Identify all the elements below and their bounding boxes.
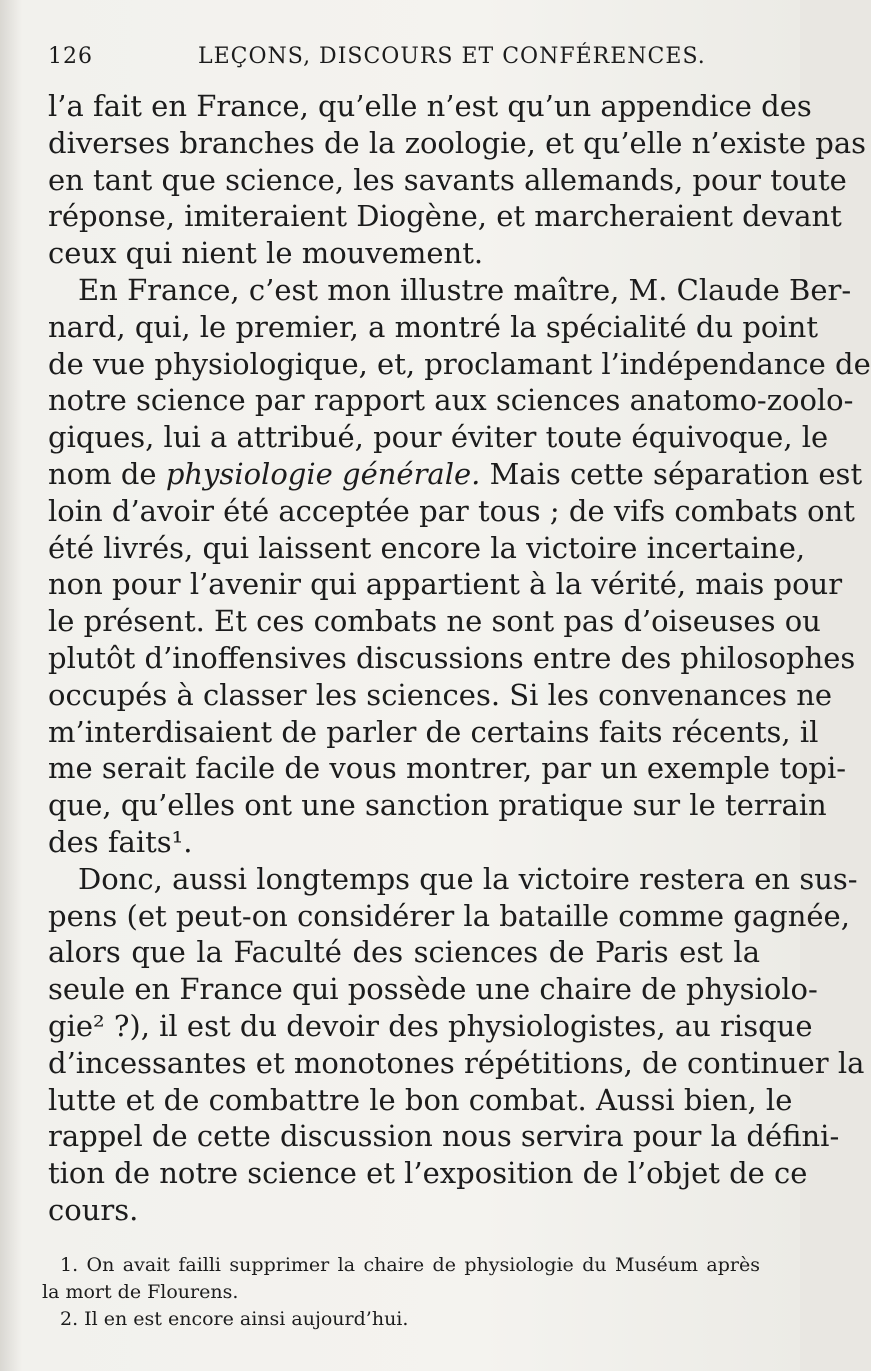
text-line: réponse, imiteraient Diogène, et marcheraient devant (48, 199, 842, 234)
text-line: plutôt d’inoffensives discussions entre des philosophes (48, 640, 856, 675)
text-line: de vue physiologique, et, proclamant l’indépendance de (48, 346, 871, 381)
text-line: gie² ?), il est du devoir des physiologistes, au risque (48, 1008, 813, 1043)
text-line: cours. (48, 1192, 139, 1227)
text-line: lutte et de combattre le bon combat. Aussi bien, le (48, 1082, 793, 1117)
footnotes (42, 1252, 760, 1333)
body-text (48, 88, 871, 1229)
page-header (48, 38, 760, 78)
text-segment: Mais cette séparation est (480, 456, 863, 491)
text-line: que, qu’elles ont une sanction pratique sur le terrain (48, 788, 827, 823)
footnote-2: 2. Il en est encore ainsi aujourd’hui. (60, 1308, 409, 1330)
text-line: tion de notre science et l’exposition de l’objet de ce (48, 1156, 808, 1191)
paragraph-start-line: Donc, aussi longtemps que la victoire restera en sus- (78, 861, 858, 896)
text-line: rappel de cette discussion nous servira pour la défini- (48, 1119, 840, 1154)
text-line: me serait facile de vous montrer, par un exemple topi- (48, 751, 847, 786)
text-line: occupés à classer les sciences. Si les convenances ne (48, 677, 833, 712)
text-line-with-italic (48, 456, 863, 493)
text-line: notre science par rapport aux sciences anatomo-zoolo- (48, 383, 854, 418)
text-line: diverses branches de la zoologie, et qu’elle n’existe pas (48, 125, 866, 160)
footnote-1: 1. On avait failli supprimer la chaire de physiologie du Muséum après (60, 1254, 760, 1276)
text-line: l’a fait en France, qu’elle n’est qu’un appendice des (48, 89, 812, 123)
text-line: nard, qui, le premier, a montré la spécialité du point (48, 309, 818, 344)
text-line: giques, lui a attribué, pour éviter toute équivoque, le (48, 420, 829, 455)
text-line: été livrés, qui laissent encore la victoire incertaine, (48, 530, 806, 565)
italic-term: physiologie générale. (165, 456, 481, 491)
footnote-1-continued: la mort de Flourens. (42, 1281, 239, 1303)
page-number: 126 (48, 44, 93, 69)
text-line: en tant que science, les savants allemands, pour toute (48, 162, 847, 197)
text-line: le présent. Et ces combats ne sont pas d’oiseuses ou (48, 604, 821, 639)
text-line: non pour l’avenir qui appartient à la vérité, mais pour (48, 567, 843, 602)
text-line: d’incessantes et monotones répétitions, de continuer la (48, 1045, 865, 1080)
text-line: m’interdisaient de parler de certains faits récents, il (48, 714, 819, 749)
text-segment: nom de (48, 456, 166, 491)
text-line: seule en France qui possède une chaire de physiolo- (48, 972, 818, 1007)
text-line: ceux qui nient le mouvement. (48, 236, 484, 271)
text-line: pens (et peut-on considérer la bataille comme gagnée, (48, 898, 850, 933)
paragraph-start-line: En France, c’est mon illustre maître, M. Claude Ber- (78, 272, 852, 307)
text-line: alors que la Faculté des sciences de Paris est la (48, 935, 760, 970)
text-line: loin d’avoir été acceptée par tous ; de vifs combats ont (48, 493, 855, 528)
running-title: LEÇONS, DISCOURS ET CONFÉRENCES. (198, 44, 706, 69)
text-line: des faits¹. (48, 824, 193, 859)
